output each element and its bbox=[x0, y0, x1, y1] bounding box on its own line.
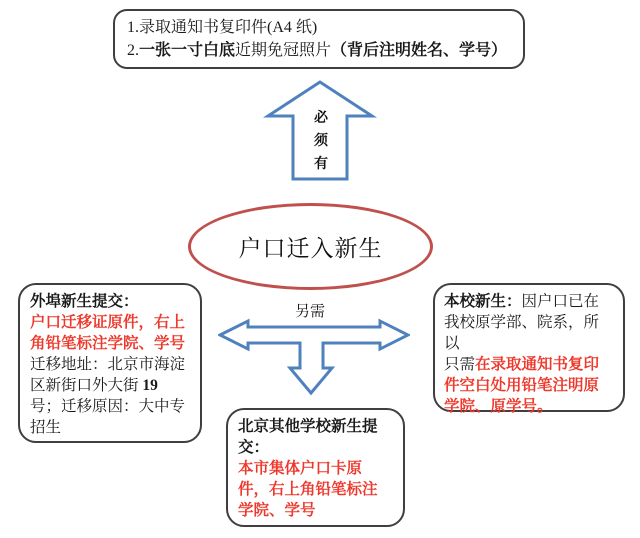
beijing-other-title-line-1: 北京其他学校新生提 bbox=[238, 418, 378, 435]
additional-need-label: 另需 bbox=[294, 304, 325, 320]
current-school-students-box bbox=[433, 283, 625, 415]
center-ellipse-title: 户口迁入新生 bbox=[238, 236, 383, 261]
current-school-line-3-red: 在录取通知书复印 bbox=[475, 356, 600, 373]
nonlocal-address-number: 19 bbox=[142, 377, 158, 394]
nonlocal-students-box bbox=[18, 283, 202, 443]
material-1-text: 1.录取通知书复印件(A4 纸) bbox=[127, 19, 318, 36]
required-materials-line-2 bbox=[127, 39, 511, 62]
nonlocal-students-text bbox=[30, 291, 190, 438]
nonlocal-red-line-2: 角铅笔标注学院、学号 bbox=[30, 335, 186, 352]
nonlocal-red-line-1: 户口迁移证原件，右上 bbox=[30, 314, 186, 331]
current-school-title: 本校新生： bbox=[444, 293, 522, 310]
current-school-line-2: 我校原学部、院系，所以 bbox=[444, 314, 600, 352]
current-school-line-3-black: 只需 bbox=[444, 356, 476, 373]
beijing-other-red-line-3: 学院、学号 bbox=[238, 502, 316, 519]
current-school-line-1: 因户口已在 bbox=[521, 293, 600, 310]
beijing-other-red-line-1: 本市集体户口卡原 bbox=[238, 460, 363, 477]
beijing-other-school-students-box bbox=[226, 408, 405, 527]
nonlocal-address-line-1: 迁移地址：北京市海淀 bbox=[30, 356, 186, 373]
must-have-char-1: 必 bbox=[314, 111, 328, 126]
nonlocal-address-line-2: 区新街口外大街 bbox=[30, 377, 143, 394]
must-have-char-3: 有 bbox=[314, 157, 328, 172]
center-ellipse bbox=[188, 203, 433, 290]
must-have-label bbox=[306, 107, 336, 176]
beijing-other-title-line-2: 交： bbox=[238, 439, 270, 456]
required-materials-line-1 bbox=[127, 16, 511, 39]
must-have-char-2: 须 bbox=[314, 134, 328, 149]
nonlocal-reason-line-1: 号；迁移原因：大中专 bbox=[30, 398, 186, 415]
current-school-line-5-red: 学院、原学号。 bbox=[444, 398, 553, 415]
material-2-bold-note: （背后注明姓名、学号） bbox=[331, 42, 508, 59]
current-school-line-4-red: 件空白处用铅笔注明原 bbox=[444, 377, 600, 394]
nonlocal-title: 外埠新生提交： bbox=[30, 293, 139, 310]
required-materials-box bbox=[113, 9, 525, 69]
beijing-other-red-line-2: 件，右上角铅笔标注 bbox=[238, 481, 378, 498]
nonlocal-reason-line-2: 招生 bbox=[30, 419, 62, 436]
beijing-other-school-text bbox=[238, 416, 393, 521]
material-2-bold-photo-spec: 一张一寸白底 bbox=[139, 42, 236, 59]
material-2-regular-text: 近期免冠照片 bbox=[235, 42, 332, 59]
three-way-arrow-icon bbox=[218, 318, 410, 396]
current-school-text bbox=[444, 291, 614, 417]
material-2-number: 2. bbox=[127, 42, 139, 59]
